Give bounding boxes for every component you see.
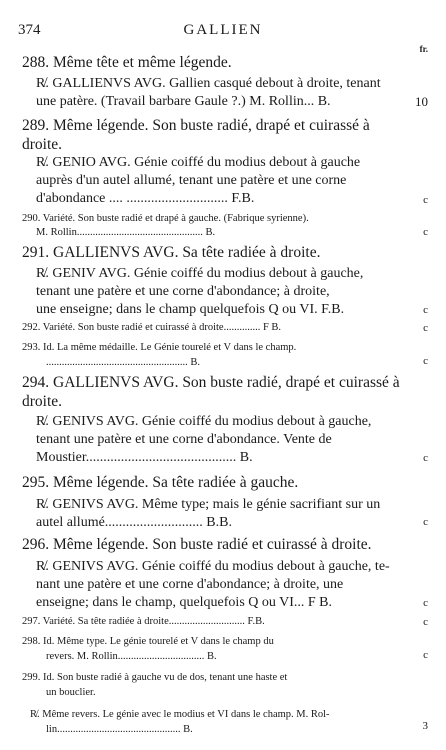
rarity-value: c — [423, 616, 428, 628]
entry-line: R̸. GENIVS AVG. Génie coiffé du modius debout à gauche, — [36, 414, 372, 429]
rarity-value: c — [423, 194, 428, 206]
entry-line: R̸. GALLIENVS AVG. Gallien casqué debout à droite, tenant — [36, 76, 381, 91]
entry-line: 296. Même légende. Son buste radié et cuirassé à droite. — [22, 536, 372, 553]
entry-line: tenant une patère et une corne d'abondance. Vente de — [36, 432, 332, 447]
entry-297 — [22, 616, 265, 627]
entry-295-reverse — [36, 496, 380, 532]
rarity-value: c — [423, 452, 428, 464]
entry-line: 299. Id. Son buste radié à gauche vu de dos, tenant une haste et — [22, 672, 288, 683]
entry-line: auprès d'un autel allumé, tenant une patère et une corne — [36, 173, 347, 188]
entry-line: 290. Variété. Son buste radié et drapé à gauche. (Fabrique syrienne). — [22, 213, 309, 224]
rarity-value: c — [423, 226, 428, 238]
entry-299 — [22, 670, 287, 700]
entry-290 — [22, 212, 309, 240]
entry-line: R̸. GENIV AVG. Génie coiffé du modius debout à gauche, — [36, 266, 364, 281]
entry-line: autel allumé............................ B.B. — [36, 515, 232, 530]
entry-298 — [22, 634, 274, 664]
entry-299-reverse — [30, 707, 330, 737]
entry-line: droite. — [22, 393, 63, 410]
entry-line: 291. GALLIENVS AVG. Sa tête radiée à droite. — [22, 244, 321, 261]
entry-line: 295. Même légende. Sa tête radiée à gauche. — [22, 474, 299, 491]
entry-line: d'abondance .... ............................. F.B. — [36, 191, 255, 206]
entry-line: lin............................................... B. — [46, 724, 193, 735]
rarity-value: 3 — [422, 720, 428, 732]
page-title: GALLIEN — [183, 22, 263, 38]
rarity-column-label: fr. — [419, 44, 428, 54]
entry-289 — [22, 116, 370, 154]
entry-line: 292. Variété. Son buste radié et cuirassé à droite.............. F B. — [22, 322, 282, 333]
entry-line: R̸. GENIVS AVG. Génie coiffé du modius debout à gauche, te- — [36, 559, 390, 574]
page-header — [18, 22, 428, 54]
entry-line: R̸. Même revers. Le génie avec le modius et VI dans le champ. M. Rol- — [30, 709, 330, 720]
rarity-value: c — [423, 597, 428, 609]
rarity-value: c — [423, 322, 428, 334]
entry-line: une patère. (Travail barbare Gaule ?.) M. Rollin... B. — [36, 94, 331, 109]
entry-291-reverse — [36, 265, 363, 319]
entry-288-reverse — [36, 75, 381, 111]
entry-line: 288. Même tête et même légende. — [22, 54, 232, 71]
entry-line: un bouclier. — [46, 687, 96, 698]
entry-293 — [22, 340, 296, 370]
rarity-value: c — [423, 516, 428, 528]
entry-line: R̸. GENIVS AVG. Même type; mais le génie sacrifiant sur un — [36, 497, 381, 512]
entry-line: M. Rollin................................................ B. — [36, 227, 216, 238]
entry-line: Moustier........................................... B. — [36, 450, 253, 465]
entry-line: ...................................................... B. — [46, 357, 201, 368]
entry-line: droite. — [22, 136, 63, 153]
rarity-value: c — [423, 649, 428, 661]
entry-291 — [22, 244, 320, 262]
rarity-value: c — [423, 355, 428, 367]
rarity-value: c — [423, 304, 428, 316]
entry-line: R̸. GENIO AVG. Génie coiffé du modius debout à gauche — [36, 155, 361, 170]
entry-line: 298. Id. Même type. Le génie tourelé et V dans le champ du — [22, 636, 274, 647]
entry-294 — [22, 373, 400, 411]
entry-295 — [22, 474, 298, 492]
entry-line: 289. Même légende. Son buste radié, drapé et cuirassé à — [22, 117, 370, 134]
entry-line: une enseigne; dans le champ quelquefois Q ou VI. F.B. — [36, 302, 345, 317]
page-number: 374 — [18, 22, 41, 38]
entry-line: 294. GALLIENVS AVG. Son buste radié, drapé et cuirassé à — [22, 374, 400, 391]
entry-296 — [22, 536, 372, 554]
entry-288 — [22, 54, 232, 72]
entry-294-reverse — [36, 413, 371, 467]
entry-296-reverse — [36, 558, 390, 612]
entry-289-reverse — [36, 154, 360, 208]
entry-line: nant une patère et une corne d'abondance; à droite, une — [36, 577, 344, 592]
entry-line: enseigne; dans le champ, quelquefois Q ou VI... F B. — [36, 595, 333, 610]
entry-line: 293. Id. La même médaille. Le Génie tourelé et V dans le champ. — [22, 342, 297, 353]
entry-292 — [22, 322, 281, 333]
entry-line: revers. M. Rollin................................. B. — [46, 651, 217, 662]
entry-line: 297. Variété. Sa tête radiée à droite............................. F.B. — [22, 616, 265, 627]
rarity-value: 10 — [415, 94, 428, 109]
entry-line: tenant une patère et une corne d'abondance; à droite, — [36, 284, 330, 299]
